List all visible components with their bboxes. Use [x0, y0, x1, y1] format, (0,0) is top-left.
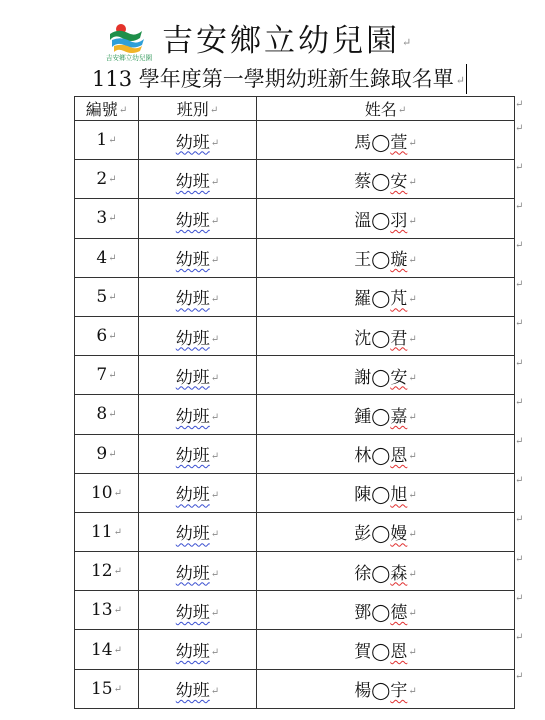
table-row	[75, 552, 515, 591]
name-mask-circle-icon: ◯	[371, 210, 391, 231]
row-end-mark-icon: ↵	[515, 671, 524, 683]
table-row	[75, 512, 515, 551]
name-mask-circle-icon: ◯	[371, 681, 391, 702]
cell-number: 7↵	[75, 356, 139, 395]
cell-class: 幼班↵	[139, 121, 257, 160]
cell-student-name: 賀◯恩↵	[257, 630, 515, 669]
row-end-mark-icon: ↵	[515, 161, 524, 173]
row-end-mark-icon: ↵	[515, 240, 524, 252]
cell-number: 6↵	[75, 316, 139, 355]
name-mask-circle-icon: ◯	[371, 250, 391, 271]
cell-class: 幼班↵	[139, 238, 257, 277]
row-end-mark-icon: ↵	[515, 553, 524, 565]
table-row	[75, 395, 515, 434]
name-mask-circle-icon: ◯	[371, 446, 391, 467]
cell-student-name: 鍾◯嘉↵	[257, 395, 515, 434]
cell-number: 12↵	[75, 552, 139, 591]
cell-class: 幼班↵	[139, 669, 257, 708]
table-row	[75, 630, 515, 669]
row-end-mark-icon: ↵	[515, 279, 524, 291]
name-mask-circle-icon: ◯	[371, 524, 391, 545]
page-header	[0, 18, 545, 64]
cell-student-name: 蔡◯安↵	[257, 160, 515, 199]
paragraph-mark-icon: ↵	[455, 73, 465, 87]
cell-class: 幼班↵	[139, 473, 257, 512]
cell-student-name: 楊◯宇↵	[257, 669, 515, 708]
cell-student-name: 彭◯嫚↵	[257, 512, 515, 551]
name-mask-circle-icon: ◯	[371, 132, 391, 153]
cell-student-name: 羅◯芃↵	[257, 277, 515, 316]
table-header-row	[75, 97, 515, 121]
header-cell-class: 班別↵	[139, 97, 257, 121]
row-end-mark-icon: ↵	[515, 396, 524, 408]
name-mask-circle-icon: ◯	[371, 328, 391, 349]
cell-class: 幼班↵	[139, 395, 257, 434]
cell-number: 2↵	[75, 160, 139, 199]
cell-number: 5↵	[75, 277, 139, 316]
cell-class: 幼班↵	[139, 160, 257, 199]
cell-number: 10↵	[75, 473, 139, 512]
row-end-mark-icon: ↵	[515, 98, 524, 110]
name-mask-circle-icon: ◯	[371, 485, 391, 506]
table-row	[75, 434, 515, 473]
cell-number: 8↵	[75, 395, 139, 434]
row-end-mark-icon: ↵	[515, 514, 524, 526]
table-row	[75, 160, 515, 199]
cell-student-name: 林◯恩↵	[257, 434, 515, 473]
table-row	[75, 356, 515, 395]
table-row	[75, 277, 515, 316]
paragraph-mark-icon: ↵	[402, 35, 412, 49]
admission-list-table	[74, 96, 515, 709]
row-end-mark-icon: ↵	[515, 592, 524, 604]
table-row	[75, 591, 515, 630]
cell-class: 幼班↵	[139, 512, 257, 551]
cell-student-name: 陳◯旭↵	[257, 473, 515, 512]
name-mask-circle-icon: ◯	[371, 289, 391, 310]
header-cell-number: 編號↵	[75, 97, 139, 121]
cell-class: 幼班↵	[139, 434, 257, 473]
cell-number: 13↵	[75, 591, 139, 630]
cell-student-name: 謝◯安↵	[257, 356, 515, 395]
table-row	[75, 316, 515, 355]
table-row	[75, 121, 515, 160]
school-logo-icon	[102, 20, 156, 62]
table-row	[75, 473, 515, 512]
cell-student-name: 沈◯君↵	[257, 316, 515, 355]
cell-student-name: 鄧◯德↵	[257, 591, 515, 630]
name-mask-circle-icon: ◯	[371, 642, 391, 663]
cell-student-name: 王◯璇↵	[257, 238, 515, 277]
cell-number: 15↵	[75, 669, 139, 708]
name-mask-circle-icon: ◯	[371, 171, 391, 192]
cell-class: 幼班↵	[139, 630, 257, 669]
logo-caption: 吉安鄉立幼兒園	[105, 54, 153, 62]
row-end-mark-icon: ↵	[515, 318, 524, 330]
row-end-mark-icon: ↵	[515, 475, 524, 487]
cell-number: 3↵	[75, 199, 139, 238]
text-cursor	[466, 64, 467, 94]
header-cell-name: 姓名↵	[257, 97, 515, 121]
name-mask-circle-icon: ◯	[371, 602, 391, 623]
row-end-mark-icon: ↵	[515, 436, 524, 447]
document-title: 113 學年度第一學期幼班新生錄取名單 ↵	[92, 64, 467, 96]
cell-student-name: 馬◯萱↵	[257, 121, 515, 160]
cell-class: 幼班↵	[139, 356, 257, 395]
cell-class: 幼班↵	[139, 199, 257, 238]
name-mask-circle-icon: ◯	[371, 563, 391, 584]
cell-student-name: 徐◯森↵	[257, 552, 515, 591]
cell-class: 幼班↵	[139, 277, 257, 316]
table-row	[75, 669, 515, 708]
cell-number: 14↵	[75, 630, 139, 669]
school-name-heading: 吉安鄉立幼兒園 ↵	[162, 23, 412, 59]
name-mask-circle-icon: ◯	[371, 367, 391, 388]
cell-number: 4↵	[75, 238, 139, 277]
row-end-mark-icon: ↵	[515, 200, 524, 212]
row-end-mark-icon: ↵	[515, 122, 524, 134]
cell-student-name: 溫◯羽↵	[257, 199, 515, 238]
cell-number: 1↵	[75, 121, 139, 160]
row-end-mark-icon: ↵	[515, 631, 524, 643]
cell-class: 幼班↵	[139, 591, 257, 630]
table-body	[75, 121, 515, 709]
row-end-mark-icon: ↵	[515, 357, 524, 369]
cell-class: 幼班↵	[139, 552, 257, 591]
name-mask-circle-icon: ◯	[371, 406, 391, 427]
table-row	[75, 199, 515, 238]
cell-number: 11↵	[75, 512, 139, 551]
cell-class: 幼班↵	[139, 316, 257, 355]
table-row	[75, 238, 515, 277]
cell-number: 9↵	[75, 434, 139, 473]
